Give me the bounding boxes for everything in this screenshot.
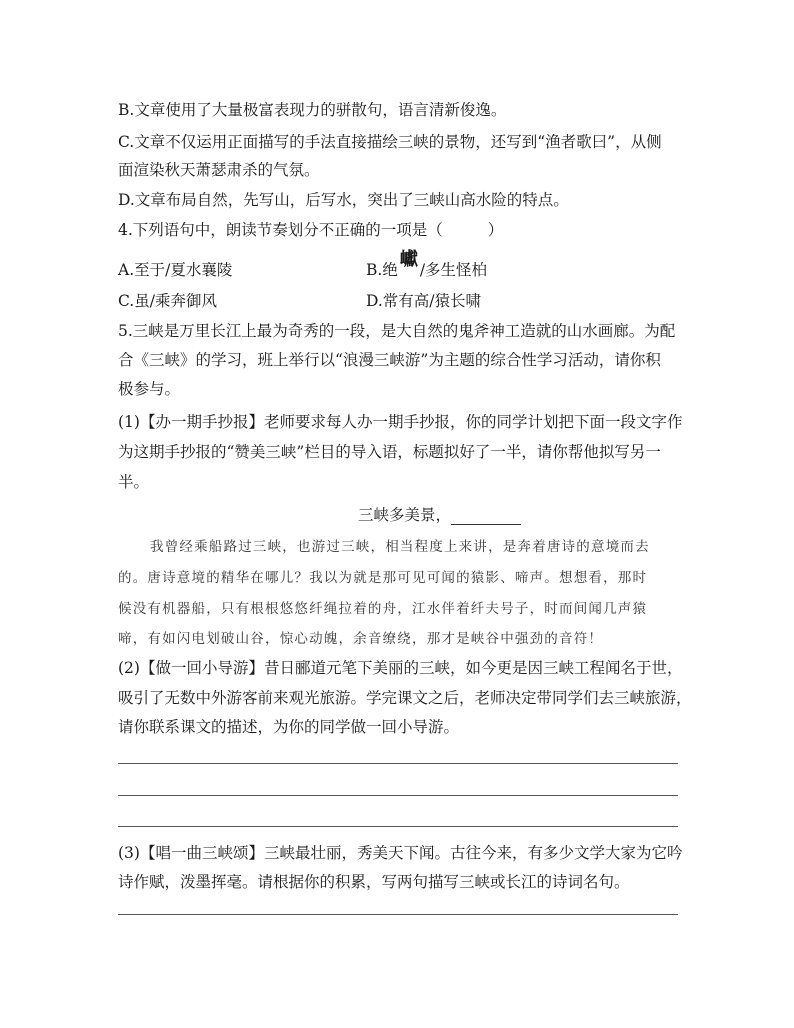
q5-part1-line3: 半。 <box>118 473 150 491</box>
question-4-stem <box>118 220 503 240</box>
question-4-stem-suffix: ） <box>487 221 504 239</box>
option-c-line2: 面渲染秋天萧瑟肃杀的气氛。 <box>118 161 320 179</box>
option-d: D.文章布局自然，先写山，后写水，突出了三峡山高水险的特点。 <box>118 191 569 209</box>
q5-intro-line3: 极参与。 <box>118 380 181 398</box>
handwritten-line2: 的。唐诗意境的精华在哪儿？我以为就是那可见可闻的猿影、啼声。想想看，那时 <box>118 570 648 586</box>
q4-option-c: C.虽/乘奔御风 <box>118 292 217 310</box>
q5-part2-line2: 吸引了无数中外游客前来观光旅游。学完课文之后，老师决定带同学们去三峡旅游， <box>118 689 692 707</box>
question-4-stem-prefix: 4.下列语句中，朗读节奏划分不正确的一项是（ <box>118 221 443 239</box>
q4-option-a: A.至于/夏水襄陵 <box>118 261 233 279</box>
q5-intro-line2: 合《三峡》的学习，班上举行以“浪漫三峡游”为主题的综合性学习活动，请你积 <box>118 351 661 369</box>
answer-line-3[interactable] <box>118 826 678 827</box>
headline-blank[interactable] <box>451 508 521 525</box>
q4-option-b <box>366 249 488 280</box>
handwritten-line1: 我曾经乘船路过三峡，也游过三峡，相当程度上来讲，是奔着唐诗的意境而去 <box>150 539 650 555</box>
q5-intro-line1: 5.三峡是万里长江上最为奇秀的一段，是大自然的鬼斧神工造就的山水画廊。为配 <box>118 322 676 340</box>
answer-line-4[interactable] <box>118 914 678 915</box>
q5-part1-line1: (1)【办一期手抄报】老师要求每人办一期手抄报，你的同学计划把下面一段文字作 <box>118 413 683 431</box>
q4-option-b-prefix: B.绝 <box>366 261 398 279</box>
option-b: B.文章使用了大量极富表现力的骈散句，语言清新俊逸。 <box>118 101 507 119</box>
headline <box>358 505 521 525</box>
answer-line-1[interactable] <box>118 763 678 764</box>
option-c-line1: C.文章不仅运用正面描写的手法直接描绘三峡的景物，还写到“渔者歌曰”，从侧 <box>118 133 662 151</box>
q5-part3-line1: (3)【唱一曲三峡颂】三峡最壮丽，秀美天下闻。古往今来，有多少文学大家为它吟 <box>118 844 683 862</box>
q5-part2-line3: 请你联系课文的描述，为你的同学做一回小导游。 <box>118 718 460 736</box>
q5-part2-line1: (2)【做一回小导游】昔日郦道元笔下美丽的三峡，如今更是因三峡工程闻名于世， <box>118 659 683 677</box>
q4-option-b-suffix: /多生怪柏 <box>419 261 488 279</box>
q5-part1-line2: 为这期手抄报的“赞美三峡”栏目的导入语，标题拟好了一半，请你帮他拟写另一 <box>118 443 661 461</box>
q4-option-d: D.常有高/猿长啸 <box>366 292 482 310</box>
handwritten-line3: 候没有机器船，只有根根悠悠纤绳拉着的舟，江水伴着纤夫号子，时而间闻几声猿 <box>118 601 648 617</box>
q5-part3-line2: 诗作赋，泼墨挥毫。请根据你的积累，写两句描写三峡或长江的诗词名句。 <box>118 873 630 891</box>
rare-character: 巘 <box>399 249 418 270</box>
headline-prefix: 三峡多美景， <box>358 506 452 524</box>
answer-line-2[interactable] <box>118 795 678 796</box>
handwritten-line4: 啼，有如闪电划破山谷，惊心动魄，余音缭绕，那才是峡谷中强劲的音符！ <box>118 631 604 647</box>
